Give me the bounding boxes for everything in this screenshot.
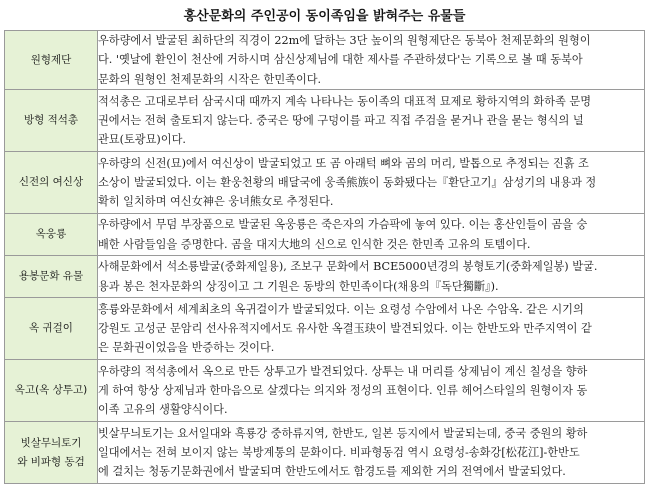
row-description: 사해문화에서 석소룡발굴(중화제일용), 조보구 문화에서 BCE5000년경의 봉형토기(중화제일봉) 발굴. 용과 봉은 천자문화의 상징이고 그 기원은 동방의 한민족이다(채용의『독단獨斷』). [98,256,645,298]
table-row [5,360,645,422]
table-row [5,256,645,298]
row-description: 우하량에서 무덤 부장품으로 발굴된 옥웅룡은 죽은자의 가슴팍에 놓여 있다. 이는 홍산인들이 곰을 숭 배한 사람들임을 증명한다. 곰을 대지大地의 신으로 인식한 것은 한민족 고유의 토템이다. [98,214,645,256]
table-row [5,152,645,214]
row-label: 옥웅룡 [35,228,67,241]
row-label-cell [5,298,98,360]
row-label: 방형 적석총 [23,114,79,127]
table-row [5,298,645,360]
row-label: 빗살무늬토기 와 비파형 동검 [17,436,85,468]
table-row [5,31,645,90]
row-label: 옥고(옥 상투고) [14,384,88,397]
row-label: 원형제단 [30,53,72,66]
row-description: 적석총은 고대로부터 삼국시대 때까지 계속 나타나는 동이족의 대표적 묘제로 황하지역의 화하족 문명 권에서는 전혀 출토되지 않는다. 중국은 땅에 구덩이를 파고 직접 주검을 묻거나 관을 묻는 형식의 널 관묘(토광묘)이다. [98,90,645,152]
table-title: 홍산문화의 주인공이 동이족임을 밝혀주는 유물들 [4,3,645,30]
table-row [5,90,645,152]
row-description: 우하량에서 발굴된 최하단의 직경이 22m에 달하는 3단 높이의 원형제단은 동북아 천제문화의 원형이 다. '옛날에 환인이 천산에 거하시며 삼신상제님에 대한 제사를 주관하셨다'는 기록으로 볼 때 동북아 문화의 원형인 천제문화의 시작은 한민족이다. [98,31,645,90]
row-label: 옥 귀걸이 [29,322,73,335]
table-row [5,214,645,256]
row-description: 흥륭와문화에서 세계최초의 옥귀걸이가 발굴되었다. 이는 요령성 수암에서 나온 수암옥. 같은 시기의 강원도 고성군 문암리 선사유적지에서도 유사한 옥결玉玦이 발견되었다. 이는 한반도와 만주지역이 같 은 문화권이었음을 반증하는 것이다. [98,298,645,360]
row-label-cell [5,152,98,214]
row-label-cell [5,214,98,256]
artifact-table-document [4,3,645,484]
row-description: 우하량의 적석총에서 옥으로 만든 상투고가 발견되었다. 상투는 내 머리를 상제님이 계신 칠성을 향하 게 하여 항상 상제님과 한마음으로 살겠다는 의지와 정성의 표현이다. 인류 헤어스타일의 원형이자 동 이족 고유의 생활양식이다. [98,360,645,422]
row-label-cell [5,90,98,152]
row-label-cell [5,360,98,422]
row-label-cell [5,256,98,298]
row-label: 신전의 여신상 [18,176,84,189]
row-label-cell [5,422,98,484]
table-row [5,422,645,484]
row-label-cell [5,31,98,90]
row-description: 우하량의 신전(묘)에서 여신상이 발굴되었고 또 곰 아래턱 뼈와 곰의 머리, 발톱으로 추정되는 진흙 조 소상이 발굴되었다. 이는 환웅천황의 배달국에 웅족熊族이 동화됐다는『환단고기』삼성기의 내용과 정 확히 일치하며 여신女神은 웅녀熊女로 추정된다. [98,152,645,214]
artifact-table [4,30,645,484]
row-label: 용봉문화 유물 [18,270,84,283]
row-description: 빗살무늬토기는 요서일대와 흑룡강 중하류지역, 한반도, 일본 등지에서 발굴되는데, 중국 중원의 황하 일대에서는 전혀 보이지 않는 북방계통의 문화이다. 비파형동검 역시 요령성-송화강[松花江]-한반도 에 걸치는 청동기문화권에서 발굴되며 한반도에서도 함경도를 제외한 거의 전역에서 발굴되었다. [98,422,645,484]
